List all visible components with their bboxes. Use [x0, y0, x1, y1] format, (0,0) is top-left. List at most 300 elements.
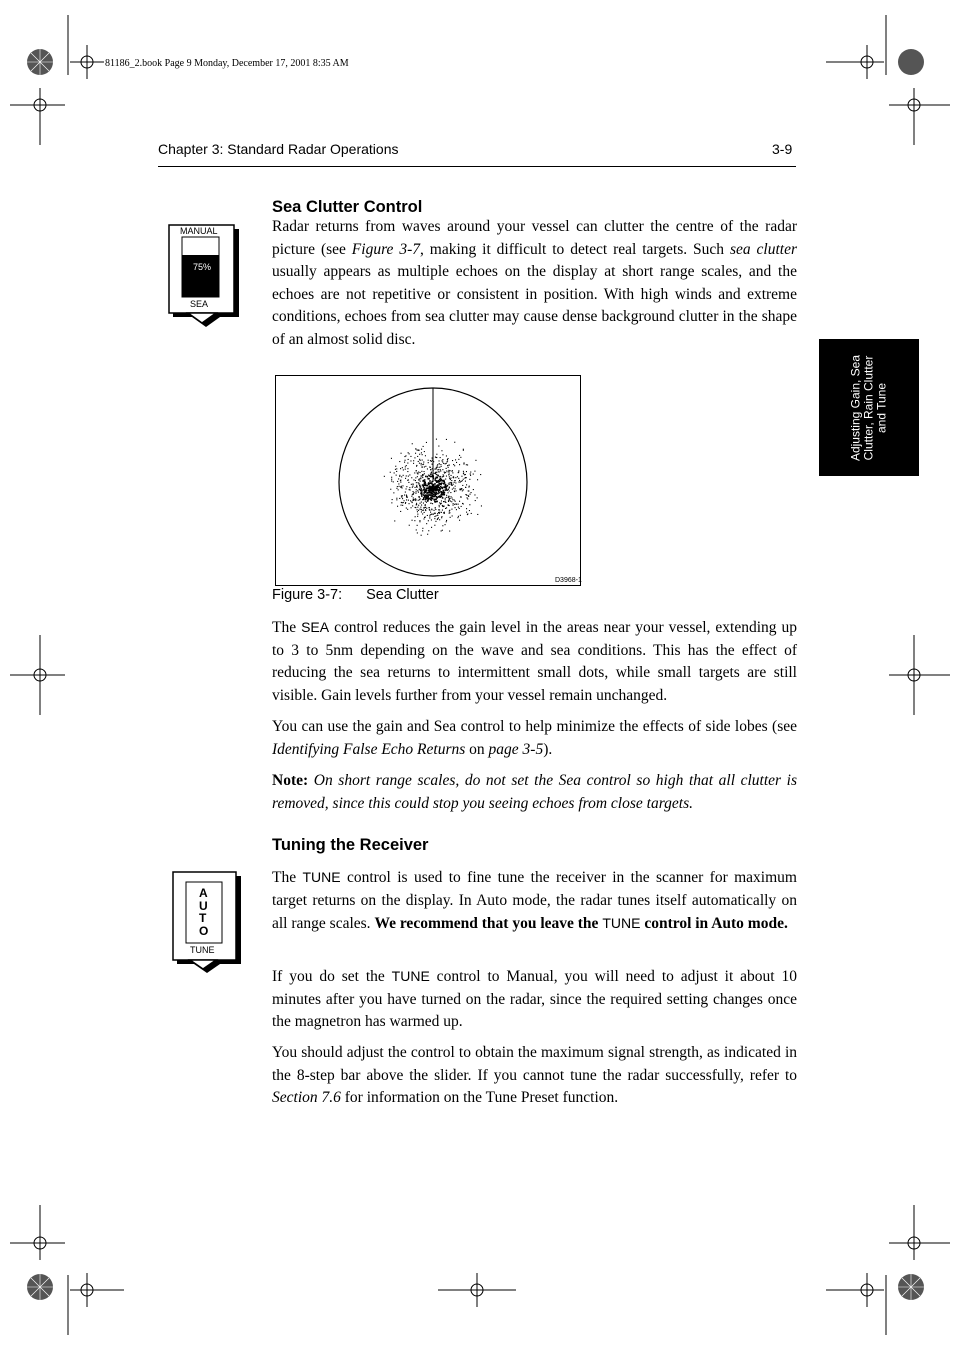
clutter-dot	[395, 469, 396, 470]
clutter-dot	[468, 487, 469, 488]
clutter-dot	[452, 498, 453, 499]
clutter-dot	[443, 494, 445, 496]
clutter-dot	[401, 486, 402, 487]
clutter-dot	[453, 503, 454, 504]
clutter-dot	[390, 472, 391, 473]
clutter-dot	[418, 461, 419, 462]
clutter-dot	[451, 484, 452, 485]
clutter-dot	[419, 520, 420, 521]
clutter-dot	[454, 491, 455, 492]
clutter-dot	[450, 479, 451, 480]
clutter-dot	[438, 481, 440, 483]
clutter-dot	[458, 482, 459, 483]
clutter-dot	[438, 483, 440, 485]
clutter-dot	[453, 488, 454, 489]
clutter-dot	[416, 504, 417, 505]
clutter-dot	[405, 469, 406, 470]
clutter-dot	[435, 499, 437, 501]
clutter-dot	[427, 499, 429, 501]
clutter-dot	[394, 520, 395, 521]
clutter-dot	[457, 517, 458, 518]
clutter-dot	[437, 464, 438, 465]
clutter-dot	[415, 487, 416, 488]
clutter-dot	[432, 487, 434, 489]
clutter-dot	[401, 505, 402, 506]
clutter-dot	[430, 494, 432, 496]
clutter-dot	[409, 487, 410, 488]
clutter-dot	[414, 472, 415, 473]
clutter-dot	[411, 507, 412, 508]
clutter-dot	[434, 496, 436, 498]
clutter-dot	[439, 476, 441, 478]
clutter-dot	[404, 495, 405, 496]
clutter-dot	[461, 497, 462, 498]
clutter-dot	[441, 512, 442, 513]
clutter-dot	[438, 517, 439, 518]
clutter-dot	[415, 500, 416, 501]
clutter-dot	[459, 455, 460, 456]
clutter-dot	[429, 487, 431, 489]
clutter-dot	[425, 517, 426, 518]
clutter-dot	[422, 530, 423, 531]
clutter-dot	[448, 496, 449, 497]
clutter-dot	[409, 453, 410, 454]
clutter-dot	[421, 509, 422, 510]
clutter-dot	[431, 493, 433, 495]
clutter-dot	[437, 513, 438, 514]
clutter-dot	[462, 490, 463, 491]
clutter-dot	[465, 481, 466, 482]
clutter-dot	[421, 495, 423, 497]
tune-icon-auto-label: AUTO	[199, 886, 209, 938]
clutter-dot	[436, 472, 437, 473]
clutter-dot	[423, 487, 425, 489]
clutter-dot	[459, 464, 460, 465]
clutter-dot	[436, 454, 437, 455]
clutter-dot	[390, 489, 391, 490]
clutter-dot	[477, 514, 478, 515]
clutter-dot	[423, 480, 425, 482]
clutter-dot	[413, 463, 414, 464]
figure-caption-number: Figure 3-7:	[272, 587, 343, 603]
clutter-dot	[422, 499, 423, 500]
clutter-dot	[415, 477, 416, 478]
clutter-dot	[436, 515, 437, 516]
clutter-dot	[462, 485, 463, 486]
clutter-dot	[418, 492, 419, 493]
clutter-dot	[411, 484, 412, 485]
clutter-dot	[422, 476, 423, 477]
clutter-dot	[466, 471, 467, 472]
clutter-dot	[407, 468, 408, 469]
clutter-dot	[420, 481, 421, 482]
clutter-dot	[463, 450, 464, 451]
clutter-dot	[468, 491, 469, 492]
figure-caption-title: Sea Clutter	[366, 587, 439, 603]
clutter-dot	[480, 474, 481, 475]
clutter-dot	[438, 509, 439, 510]
clutter-dot	[452, 499, 453, 500]
clutter-dot	[441, 516, 442, 517]
clutter-dot	[417, 511, 418, 512]
clutter-dot	[391, 502, 392, 503]
clutter-dot	[451, 485, 452, 486]
clutter-dot	[432, 514, 433, 515]
clutter-dot	[408, 482, 409, 483]
clutter-dot	[428, 475, 429, 476]
clutter-dot	[425, 501, 426, 502]
cross-reference[interactable]: Identifying False Echo Returns	[272, 740, 466, 758]
clutter-dot	[417, 490, 418, 491]
clutter-dot	[401, 502, 402, 503]
clutter-dot	[444, 513, 445, 514]
clutter-dot	[432, 458, 433, 459]
clutter-dot	[477, 497, 478, 498]
clutter-dot	[431, 473, 432, 474]
clutter-dot	[471, 492, 472, 493]
clutter-dot	[408, 476, 409, 477]
clutter-dot	[464, 478, 465, 479]
clutter-dot	[393, 492, 394, 493]
clutter-dot	[418, 496, 419, 497]
clutter-dot	[433, 470, 434, 471]
clutter-dot	[413, 497, 414, 498]
clutter-dot	[420, 498, 421, 499]
clutter-dot	[466, 495, 467, 496]
clutter-dot	[407, 463, 408, 464]
clutter-dot	[415, 498, 416, 499]
clutter-dot	[461, 476, 462, 477]
clutter-dot	[439, 512, 440, 513]
clutter-dot	[423, 446, 424, 447]
clutter-dot	[437, 467, 438, 468]
side-thumb-tab	[819, 339, 919, 476]
clutter-dot	[417, 473, 418, 474]
clutter-dot	[436, 468, 437, 469]
clutter-dot	[420, 503, 421, 504]
clutter-dot	[442, 462, 443, 463]
clutter-dot	[437, 515, 438, 516]
clutter-dot	[474, 471, 475, 472]
clutter-dot	[413, 460, 414, 461]
clutter-dot	[402, 495, 403, 496]
clutter-dot	[437, 475, 439, 477]
clutter-dot	[401, 487, 402, 488]
clutter-dot	[427, 534, 428, 535]
clutter-dot	[449, 513, 450, 514]
clutter-dot	[417, 532, 418, 533]
clutter-dot	[391, 477, 392, 478]
clutter-dot	[446, 507, 447, 508]
clutter-dot	[421, 511, 422, 512]
clutter-dot	[429, 515, 430, 516]
clutter-dot	[428, 494, 430, 496]
clutter-dot	[443, 480, 445, 482]
clutter-dot	[398, 483, 399, 484]
clutter-dot	[433, 514, 434, 515]
clutter-dot	[402, 487, 403, 488]
clutter-dot	[448, 501, 449, 502]
clutter-dot	[427, 485, 429, 487]
clutter-dot	[424, 483, 426, 485]
clutter-dot	[397, 481, 398, 482]
figure-caption	[272, 587, 439, 603]
clutter-dot	[446, 468, 447, 469]
clutter-dot	[455, 488, 456, 489]
clutter-dot	[463, 472, 464, 473]
clutter-dot	[439, 467, 440, 468]
clutter-dot	[465, 474, 466, 475]
clutter-dot	[439, 495, 441, 497]
clutter-dot	[447, 485, 449, 487]
clutter-dot	[403, 469, 404, 470]
clutter-dot	[442, 459, 443, 460]
clutter-dot	[407, 471, 408, 472]
clutter-dot	[442, 460, 443, 461]
clutter-dot	[396, 471, 397, 472]
clutter-dot	[430, 514, 431, 515]
clutter-dot	[421, 449, 422, 450]
clutter-dot	[432, 464, 433, 465]
clutter-dot	[471, 513, 472, 514]
clutter-dot	[435, 472, 436, 473]
clutter-dot	[435, 509, 436, 510]
clutter-dot	[455, 482, 456, 483]
clutter-dot	[443, 506, 444, 507]
section-reference[interactable]: Section 7.6	[272, 1089, 341, 1107]
clutter-dot	[449, 510, 450, 511]
clutter-dot	[425, 509, 426, 510]
clutter-dot	[409, 474, 410, 475]
clutter-dot	[440, 503, 441, 504]
clutter-dot	[445, 484, 447, 486]
figure-reference[interactable]: Figure 3-7	[351, 240, 420, 258]
clutter-dot	[433, 461, 434, 462]
clutter-dot	[434, 473, 435, 474]
clutter-dot	[398, 489, 399, 490]
clutter-dot	[448, 467, 449, 468]
clutter-dot	[418, 480, 419, 481]
tune-icon-tune-label: TUNE	[190, 945, 215, 955]
clutter-dot	[445, 479, 446, 480]
clutter-dot	[401, 453, 402, 454]
clutter-dot	[411, 477, 412, 478]
clutter-dot	[432, 491, 434, 493]
clutter-dot	[460, 515, 461, 516]
clutter-dot	[421, 475, 422, 476]
clutter-dot	[418, 505, 419, 506]
clutter-dot	[430, 498, 432, 500]
clutter-dot	[427, 468, 428, 469]
clutter-dot	[416, 465, 417, 466]
clutter-dot	[422, 474, 423, 475]
clutter-dot	[453, 484, 454, 485]
clutter-dot	[450, 470, 451, 471]
clutter-dot	[449, 499, 450, 500]
clutter-dot	[451, 501, 452, 502]
clutter-dot	[439, 519, 440, 520]
clutter-dot	[445, 463, 446, 464]
tune-para-1: The TUNE control is used to fine tune the receiver in the scanner for maximum target returns on the display. In Auto mode, the radar tunes itself automatically on all range scales. We recommend that you leave the TUNE control in Auto mode.	[272, 869, 797, 933]
clutter-dot	[473, 474, 474, 475]
clutter-dot	[416, 489, 417, 490]
clutter-dot	[440, 464, 441, 465]
clutter-dot	[425, 494, 427, 496]
page-reference[interactable]: page 3-5	[488, 740, 544, 758]
clutter-dot	[428, 507, 429, 508]
clutter-dot	[396, 468, 397, 469]
clutter-dot	[454, 500, 455, 501]
clutter-dot	[451, 471, 452, 472]
clutter-dot	[455, 507, 456, 508]
clutter-dot	[454, 465, 455, 466]
clutter-dot	[458, 459, 459, 460]
clutter-dot	[429, 486, 431, 488]
clutter-dot	[455, 503, 456, 504]
clutter-dot	[407, 509, 408, 510]
clutter-dot	[446, 471, 447, 472]
clutter-dot	[455, 486, 456, 487]
clutter-dot	[422, 454, 423, 455]
clutter-dot	[449, 484, 450, 485]
clutter-dot	[420, 486, 422, 488]
clutter-dot	[462, 480, 463, 481]
clutter-dot	[473, 489, 474, 490]
clutter-dot	[463, 489, 464, 490]
clutter-dot	[433, 478, 435, 480]
clutter-dot	[451, 480, 452, 481]
clutter-dot	[454, 482, 455, 483]
clutter-dot	[440, 480, 442, 482]
clutter-dot	[449, 464, 450, 465]
clutter-dot	[421, 464, 422, 465]
clutter-dot	[443, 501, 444, 502]
clutter-dot	[454, 442, 455, 443]
clutter-dot	[437, 469, 438, 470]
clutter-dot	[438, 471, 439, 472]
clutter-dot	[470, 473, 471, 474]
clutter-dot	[460, 482, 461, 483]
clutter-dot	[450, 482, 451, 483]
note-para: Note: On short range scales, do not set the Sea control so high that all clutter is removed, since this could stop you seeing echoes from close targets.	[272, 772, 797, 812]
clutter-dot	[394, 472, 395, 473]
clutter-dot	[417, 514, 418, 515]
clutter-dot	[443, 476, 444, 477]
clutter-dot	[470, 494, 471, 495]
clutter-dot	[431, 509, 432, 510]
clutter-dot	[454, 504, 455, 505]
clutter-dot	[405, 455, 406, 456]
clutter-dot	[411, 501, 412, 502]
clutter-dot	[417, 516, 418, 517]
clutter-dot	[433, 484, 435, 486]
clutter-dot	[446, 495, 447, 496]
clutter-dot	[432, 468, 433, 469]
clutter-dot	[423, 484, 425, 486]
clutter-dot	[402, 505, 403, 506]
clutter-dot	[456, 509, 457, 510]
clutter-dot	[432, 474, 433, 475]
clutter-dot	[441, 466, 442, 467]
clutter-dot	[449, 476, 450, 477]
clutter-dot	[423, 507, 424, 508]
clutter-dot	[432, 495, 434, 497]
clutter-dot	[417, 525, 418, 526]
clutter-dot	[391, 458, 392, 459]
clutter-dot	[425, 476, 426, 477]
clutter-dot	[431, 461, 432, 462]
clutter-dot	[428, 483, 430, 485]
clutter-dot	[432, 460, 433, 461]
clutter-dot	[432, 475, 434, 477]
clutter-dot	[455, 501, 456, 502]
figure-id: D3968-1	[555, 577, 582, 584]
clutter-dot	[429, 480, 431, 482]
clutter-dot	[421, 463, 422, 464]
clutter-dot	[435, 485, 437, 487]
clutter-dot	[420, 472, 421, 473]
clutter-dot	[397, 506, 398, 507]
clutter-dot	[422, 460, 423, 461]
clutter-dot	[439, 506, 440, 507]
clutter-dot	[446, 476, 447, 477]
clutter-dot	[418, 484, 419, 485]
clutter-dot	[426, 442, 427, 443]
clutter-dot	[424, 518, 425, 519]
clutter-dot	[424, 466, 425, 467]
clutter-dot	[412, 520, 413, 521]
clutter-dot	[422, 477, 423, 478]
clutter-dot	[421, 535, 422, 536]
clutter-dot	[450, 517, 451, 518]
clutter-dot	[436, 474, 437, 475]
clutter-dot	[448, 492, 449, 493]
clutter-dot	[399, 486, 400, 487]
sea-clutter-radar-image	[276, 376, 580, 585]
clutter-dot	[467, 498, 468, 499]
clutter-dot	[428, 460, 429, 461]
clutter-dot	[460, 488, 461, 489]
clutter-dot	[399, 461, 400, 462]
clutter-dot	[419, 521, 420, 522]
clutter-dot	[406, 495, 407, 496]
clutter-dot	[443, 474, 444, 475]
clutter-dot	[455, 459, 456, 460]
clutter-dot	[446, 488, 448, 490]
clutter-dot	[434, 518, 435, 519]
clutter-dot	[438, 446, 439, 447]
clutter-dot	[446, 520, 447, 521]
clutter-dot	[434, 516, 435, 517]
clutter-dot	[427, 496, 429, 498]
clutter-dot	[425, 497, 427, 499]
clutter-dot	[430, 503, 431, 504]
clutter-dot	[431, 527, 432, 528]
clutter-dot	[436, 496, 438, 498]
clutter-dot	[413, 494, 414, 495]
clutter-dot	[419, 463, 420, 464]
clutter-dot	[449, 531, 450, 532]
side-tab-label: Adjusting Gain, Sea Clutter, Rain Clutter and Tune	[848, 354, 889, 461]
clutter-dot	[458, 507, 459, 508]
clutter-dot	[417, 476, 418, 477]
clutter-dot	[467, 497, 468, 498]
clutter-dot	[419, 459, 420, 460]
clutter-dot	[423, 486, 425, 488]
clutter-dot	[416, 470, 417, 471]
clutter-dot	[406, 488, 407, 489]
clutter-dot	[444, 472, 445, 473]
